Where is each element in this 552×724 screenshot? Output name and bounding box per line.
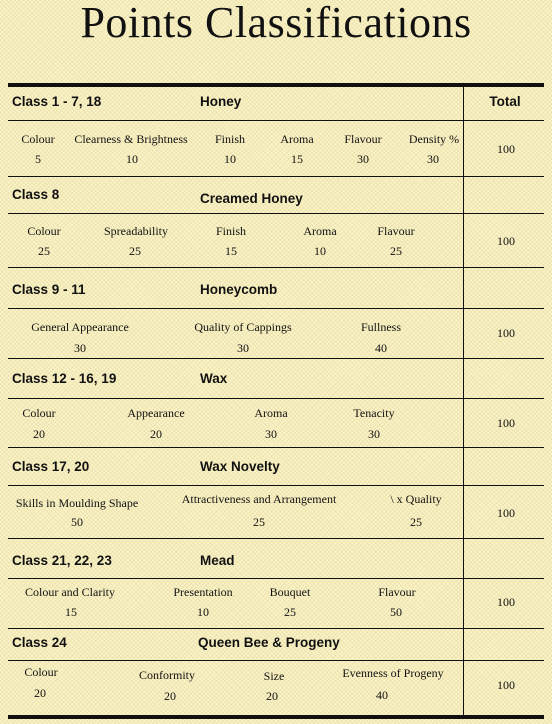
criterion-label: Colour and Clarity (25, 585, 115, 599)
class-label: Class 21, 22, 23 (12, 553, 112, 568)
class-label: Class 1 - 7, 18 (12, 94, 102, 109)
criterion-label: Colour (22, 406, 56, 420)
criterion-points: 20 (164, 689, 176, 703)
row-divider (8, 308, 544, 309)
criterion-points: 30 (427, 152, 439, 166)
page-title: Points Classifications (80, 0, 472, 47)
criterion-points: 40 (376, 688, 388, 702)
section-total: 100 (497, 416, 515, 430)
criterion-label: Quality of Cappings (194, 320, 292, 334)
criterion-label: Tenacity (353, 406, 395, 420)
criterion-points: 15 (65, 605, 77, 619)
criterion-points: 10 (197, 605, 209, 619)
section-total: 100 (497, 142, 515, 156)
criterion-label: Flavour (378, 585, 416, 599)
criterion-points: 30 (368, 427, 380, 441)
criterion-points: 30 (237, 341, 249, 355)
criterion-points: 25 (284, 605, 296, 619)
row-divider (8, 660, 544, 661)
criterion-label: Aroma (303, 224, 337, 238)
criterion-label: Colour (27, 224, 61, 238)
section-total: 100 (497, 326, 515, 340)
criterion-label: Bouquet (269, 585, 311, 599)
criterion-label: Colour (21, 132, 55, 146)
criterion-points: 30 (357, 152, 369, 166)
criterion-label: Skills in Moulding Shape (15, 496, 139, 510)
criterion-label: General Appearance (31, 320, 129, 334)
criterion-points: 10 (224, 152, 236, 166)
criterion-points: 25 (253, 515, 265, 529)
row-divider (8, 578, 544, 579)
row-divider (8, 267, 544, 268)
criterion-label: Colour (24, 665, 58, 679)
criterion-label: Clearness & Brightness (74, 132, 188, 146)
criterion-points: 5 (35, 152, 41, 166)
row-divider (8, 120, 544, 121)
criterion-label: Density % (408, 132, 460, 146)
criterion-points: 30 (74, 341, 86, 355)
criterion-label: \ x Quality (390, 492, 442, 506)
row-divider (8, 398, 544, 399)
category-name: Honey (200, 94, 242, 109)
row-divider (8, 485, 544, 486)
criterion-points: 30 (265, 427, 277, 441)
criterion-points: 20 (33, 427, 45, 441)
criterion-points: 25 (129, 244, 141, 258)
category-name: Honeycomb (200, 282, 278, 297)
criterion-points: 20 (150, 427, 162, 441)
criterion-points: 25 (410, 515, 422, 529)
criterion-label: Spreadability (104, 224, 168, 238)
criterion-label: Conformity (139, 668, 195, 682)
row-divider (8, 628, 544, 629)
criterion-label: Finish (214, 132, 246, 146)
class-label: Class 8 (12, 187, 60, 202)
criterion-label: Flavour (377, 224, 415, 238)
class-label: Class 9 - 11 (12, 282, 86, 297)
criterion-points: 50 (71, 515, 83, 529)
row-divider (8, 358, 544, 359)
row-divider (8, 447, 544, 448)
section-total: 100 (497, 506, 515, 520)
table-bottom-border (8, 715, 544, 719)
criterion-label: Evenness of Progeny (342, 666, 444, 680)
class-label: Class 12 - 16, 19 (12, 371, 117, 386)
row-divider (8, 538, 544, 539)
criterion-label: Appearance (127, 406, 185, 420)
category-name: Mead (200, 553, 235, 568)
criterion-points: 25 (390, 244, 402, 258)
criterion-points: 10 (126, 152, 138, 166)
criterion-label: Presentation (173, 585, 233, 599)
criterion-points: 20 (34, 686, 46, 700)
category-name: Creamed Honey (200, 191, 303, 206)
class-label: Class 17, 20 (12, 459, 90, 474)
total-column-header: Total (489, 94, 521, 109)
criterion-label: Size (263, 669, 285, 683)
section-total: 100 (497, 595, 515, 609)
total-column-divider (463, 83, 464, 716)
category-name: Queen Bee & Progeny (198, 635, 340, 650)
criterion-points: 50 (390, 605, 402, 619)
criterion-points: 15 (291, 152, 303, 166)
section-total: 100 (497, 678, 515, 692)
criterion-points: 10 (314, 244, 326, 258)
criterion-label: Fullness (360, 320, 402, 334)
criterion-label: Aroma (254, 406, 288, 420)
category-name: Wax Novelty (200, 459, 280, 474)
criterion-label: Finish (215, 224, 247, 238)
class-label: Class 24 (12, 635, 67, 650)
criterion-points: 20 (266, 689, 278, 703)
section-total: 100 (497, 234, 515, 248)
row-divider (8, 213, 544, 214)
criterion-points: 25 (38, 244, 50, 258)
criterion-points: 15 (225, 244, 237, 258)
category-name: Wax (200, 371, 228, 386)
row-divider (8, 176, 544, 177)
criterion-label: Attractiveness and Arrangement (181, 492, 337, 506)
criterion-label: Aroma (280, 132, 314, 146)
criterion-label: Flavour (344, 132, 382, 146)
criterion-points: 40 (375, 341, 387, 355)
